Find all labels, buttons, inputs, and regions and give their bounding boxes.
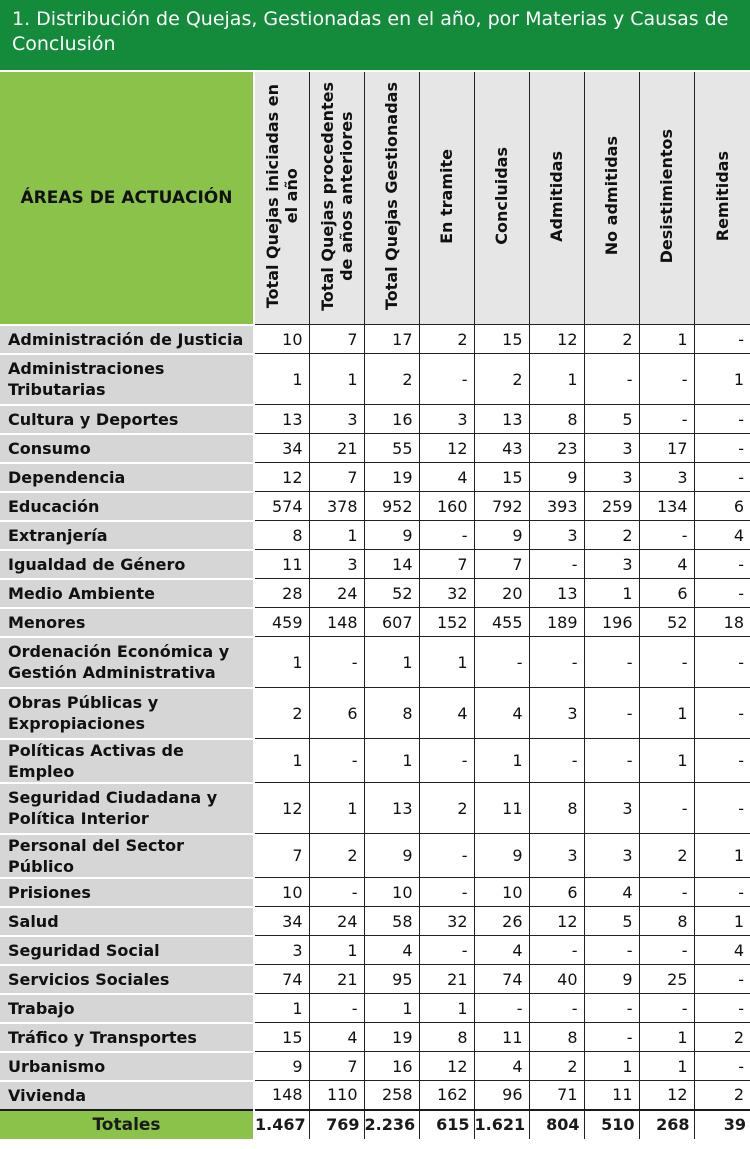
table-cell: 8	[364, 688, 419, 739]
table-row	[0, 1052, 750, 1081]
table-cell: 3	[254, 936, 309, 965]
table-cell: 13	[254, 405, 309, 434]
table-row	[0, 608, 750, 637]
table-cell: 26	[474, 907, 529, 936]
table-cell: 3	[309, 550, 364, 579]
table-cell: 24	[309, 579, 364, 608]
table-row	[0, 637, 750, 688]
table-cell: 5	[584, 405, 639, 434]
table-cell: 43	[474, 434, 529, 463]
table-cell: 4	[309, 1023, 364, 1052]
table-cell: -	[584, 1023, 639, 1052]
table-row	[0, 579, 750, 608]
table-cell: 74	[254, 965, 309, 994]
table-cell: 4	[584, 878, 639, 907]
table-cell: -	[419, 354, 474, 405]
table-cell: 3	[309, 405, 364, 434]
table-cell: 2	[474, 354, 529, 405]
table-cell: 12	[419, 434, 474, 463]
table-cell: 40	[529, 965, 584, 994]
table-cell: 10	[254, 325, 309, 354]
column-header-label: Total Quejas procedentes de años anteriores	[317, 81, 356, 311]
area-label: Seguridad Ciudadana y Política Interior	[0, 783, 254, 834]
table-cell: 12	[529, 907, 584, 936]
table-cell: 55	[364, 434, 419, 463]
table-cell: 9	[474, 834, 529, 878]
table-row	[0, 405, 750, 434]
area-label: Consumo	[0, 434, 254, 463]
table-cell: 952	[364, 492, 419, 521]
table-cell: 455	[474, 608, 529, 637]
table-row	[0, 907, 750, 936]
table-cell: -	[584, 637, 639, 688]
table-cell: -	[694, 739, 750, 783]
table-row	[0, 325, 750, 354]
table-cell: 8	[529, 405, 584, 434]
table-cell: 9	[584, 965, 639, 994]
table-cell: 21	[419, 965, 474, 994]
table-cell: 1	[529, 354, 584, 405]
table-cell: -	[419, 878, 474, 907]
table-cell: 12	[639, 1081, 694, 1110]
table-cell: -	[529, 994, 584, 1023]
table-cell: 4	[474, 936, 529, 965]
table-cell: 1	[364, 994, 419, 1023]
table-cell: 189	[529, 608, 584, 637]
table-cell: -	[309, 994, 364, 1023]
column-header	[529, 71, 584, 325]
table-cell: -	[694, 434, 750, 463]
table-cell: -	[309, 739, 364, 783]
table-cell: -	[584, 739, 639, 783]
table-cell: -	[309, 878, 364, 907]
table-cell: -	[419, 834, 474, 878]
table-cell: 2	[584, 325, 639, 354]
table-cell: 3	[584, 550, 639, 579]
table-cell: 134	[639, 492, 694, 521]
area-label: Tráfico y Transportes	[0, 1023, 254, 1052]
table-cell: 25	[639, 965, 694, 994]
area-label: Personal del Sector Público	[0, 834, 254, 878]
table-cell: 8	[529, 783, 584, 834]
area-label: Cultura y Deportes	[0, 405, 254, 434]
table-cell: -	[639, 878, 694, 907]
column-header-label: Admitidas	[547, 150, 566, 242]
table-cell: 3	[639, 463, 694, 492]
table-cell: 13	[529, 579, 584, 608]
area-label: Políticas Activas de Empleo	[0, 739, 254, 783]
area-label: Menores	[0, 608, 254, 637]
table-cell: 11	[584, 1081, 639, 1110]
table-cell: 7	[309, 1052, 364, 1081]
table-cell: 13	[364, 783, 419, 834]
table-cell: 34	[254, 434, 309, 463]
table-cell: 1	[419, 637, 474, 688]
table-cell: 11	[474, 783, 529, 834]
table-cell: 2	[584, 521, 639, 550]
table-cell: -	[639, 521, 694, 550]
table-cell: 2	[694, 1023, 750, 1052]
table-row	[0, 550, 750, 579]
table-cell: 23	[529, 434, 584, 463]
area-label: Servicios Sociales	[0, 965, 254, 994]
table-cell: 3	[529, 688, 584, 739]
table-row	[0, 1081, 750, 1110]
table-cell: 12	[254, 783, 309, 834]
table-cell: 9	[364, 521, 419, 550]
table-cell: 19	[364, 463, 419, 492]
table-cell: 4	[694, 936, 750, 965]
table-cell: -	[694, 550, 750, 579]
column-header-label: Total Quejas Gestionadas	[382, 81, 401, 311]
table-cell: 7	[309, 325, 364, 354]
column-header	[474, 71, 529, 325]
area-label: Trabajo	[0, 994, 254, 1023]
table-cell: 792	[474, 492, 529, 521]
total-cell: 615	[419, 1110, 474, 1139]
table-cell: 1	[639, 739, 694, 783]
table-cell: -	[694, 637, 750, 688]
total-cell: 1.621	[474, 1110, 529, 1139]
table-cell: -	[419, 739, 474, 783]
table-cell: 6	[694, 492, 750, 521]
table-cell: 8	[639, 907, 694, 936]
table-cell: -	[584, 688, 639, 739]
table-cell: 459	[254, 608, 309, 637]
table-cell: -	[694, 994, 750, 1023]
table-cell: 3	[584, 834, 639, 878]
total-cell: 804	[529, 1110, 584, 1139]
table-cell: 148	[309, 608, 364, 637]
table-cell: 95	[364, 965, 419, 994]
column-header	[639, 71, 694, 325]
area-label: Prisiones	[0, 878, 254, 907]
column-header	[309, 71, 364, 325]
table-cell: -	[694, 878, 750, 907]
totals-row	[0, 1110, 750, 1139]
table-cell: 2	[694, 1081, 750, 1110]
table-row	[0, 434, 750, 463]
table-cell: -	[529, 550, 584, 579]
table-cell: 3	[529, 521, 584, 550]
table-cell: 10	[474, 878, 529, 907]
table-row	[0, 834, 750, 878]
table-cell: -	[474, 637, 529, 688]
area-label: Salud	[0, 907, 254, 936]
area-label: Administraciones Tributarias	[0, 354, 254, 405]
table-cell: 1	[254, 637, 309, 688]
total-cell: 268	[639, 1110, 694, 1139]
table-cell: 259	[584, 492, 639, 521]
table-cell: 1	[584, 1052, 639, 1081]
header-row	[0, 71, 750, 325]
table-cell: 4	[364, 936, 419, 965]
table-cell: 13	[474, 405, 529, 434]
table-cell: 6	[639, 579, 694, 608]
column-header-label: No admitidas	[602, 136, 621, 256]
area-label: Extranjería	[0, 521, 254, 550]
table-cell: 12	[419, 1052, 474, 1081]
table-cell: -	[694, 463, 750, 492]
table-row	[0, 936, 750, 965]
table-cell: 1	[364, 739, 419, 783]
table-cell: 1	[584, 579, 639, 608]
table-cell: 2	[529, 1052, 584, 1081]
table-row	[0, 521, 750, 550]
area-label: Urbanismo	[0, 1052, 254, 1081]
table-cell: 160	[419, 492, 474, 521]
table-cell: 162	[419, 1081, 474, 1110]
table-cell: 58	[364, 907, 419, 936]
table-cell: 196	[584, 608, 639, 637]
table-cell: 3	[419, 405, 474, 434]
table-cell: -	[694, 325, 750, 354]
table-cell: 21	[309, 965, 364, 994]
table-row	[0, 688, 750, 739]
table-cell: 3	[529, 834, 584, 878]
table-cell: 393	[529, 492, 584, 521]
table-cell: 12	[529, 325, 584, 354]
area-label: Medio Ambiente	[0, 579, 254, 608]
table-cell: 1	[419, 994, 474, 1023]
table-cell: 71	[529, 1081, 584, 1110]
totals-label: Totales	[0, 1110, 254, 1139]
total-cell: 1.467	[254, 1110, 309, 1139]
table-cell: 3	[584, 463, 639, 492]
table-cell: -	[694, 688, 750, 739]
table-cell: 3	[584, 783, 639, 834]
table-cell: -	[529, 739, 584, 783]
table-cell: 1	[309, 354, 364, 405]
table-cell: 11	[254, 550, 309, 579]
table-row	[0, 492, 750, 521]
table-cell: 2	[309, 834, 364, 878]
table-cell: 5	[584, 907, 639, 936]
table-row	[0, 739, 750, 783]
table-cell: 1	[639, 1052, 694, 1081]
table-cell: -	[694, 579, 750, 608]
table-cell: 4	[474, 1052, 529, 1081]
table-cell: 2	[639, 834, 694, 878]
table-cell: 9	[254, 1052, 309, 1081]
table-cell: 378	[309, 492, 364, 521]
table-cell: 14	[364, 550, 419, 579]
table-cell: -	[474, 994, 529, 1023]
table-cell: 1	[364, 637, 419, 688]
table-cell: 7	[254, 834, 309, 878]
table-row	[0, 994, 750, 1023]
column-header-label: Total Quejas iniciadas en el año	[262, 83, 301, 309]
table-cell: -	[529, 637, 584, 688]
area-label: Educación	[0, 492, 254, 521]
table-cell: 20	[474, 579, 529, 608]
table-cell: 52	[364, 579, 419, 608]
table-cell: 4	[694, 521, 750, 550]
column-header	[694, 71, 750, 325]
table-row	[0, 783, 750, 834]
table-cell: 7	[309, 463, 364, 492]
table-row	[0, 1023, 750, 1052]
area-label: Igualdad de Género	[0, 550, 254, 579]
table-cell: 96	[474, 1081, 529, 1110]
table-cell: 4	[419, 463, 474, 492]
table-cell: 148	[254, 1081, 309, 1110]
column-header	[364, 71, 419, 325]
area-label: Administración de Justicia	[0, 325, 254, 354]
table-cell: 9	[474, 521, 529, 550]
table-cell: 110	[309, 1081, 364, 1110]
column-header-label: Desistimientos	[657, 128, 676, 264]
column-header	[584, 71, 639, 325]
table-cell: 34	[254, 907, 309, 936]
table-cell: 32	[419, 579, 474, 608]
total-cell: 39	[694, 1110, 750, 1139]
table-cell: 17	[639, 434, 694, 463]
table-cell: 21	[309, 434, 364, 463]
table-cell: 2	[364, 354, 419, 405]
table-cell: 8	[529, 1023, 584, 1052]
table-cell: 1	[309, 783, 364, 834]
table-cell: 19	[364, 1023, 419, 1052]
table-cell: 7	[419, 550, 474, 579]
area-column-header: ÁREAS DE ACTUACIÓN	[0, 71, 254, 325]
table-cell: 6	[529, 878, 584, 907]
table-cell: -	[309, 637, 364, 688]
table-cell: 2	[419, 325, 474, 354]
table-row	[0, 878, 750, 907]
table-title: 1. Distribución de Quejas, Gestionadas en el año, por Materias y Causas de Conclusión	[0, 0, 750, 70]
table-cell: 1	[254, 354, 309, 405]
table-row	[0, 354, 750, 405]
table-cell: -	[584, 994, 639, 1023]
table-cell: 1	[254, 739, 309, 783]
table-cell: 8	[254, 521, 309, 550]
table-cell: 74	[474, 965, 529, 994]
table-cell: 15	[254, 1023, 309, 1052]
table-cell: -	[419, 521, 474, 550]
table-cell: 1	[254, 994, 309, 1023]
table-cell: -	[694, 405, 750, 434]
table-row	[0, 463, 750, 492]
table-row	[0, 965, 750, 994]
table-cell: 4	[639, 550, 694, 579]
table-cell: 7	[474, 550, 529, 579]
table-cell: -	[529, 936, 584, 965]
table-cell: 1	[639, 1023, 694, 1052]
table-cell: -	[639, 354, 694, 405]
table-cell: 1	[309, 521, 364, 550]
table-cell: 4	[419, 688, 474, 739]
table-cell: -	[694, 965, 750, 994]
table-cell: 152	[419, 608, 474, 637]
table-cell: 18	[694, 608, 750, 637]
table-cell: -	[584, 354, 639, 405]
table-cell: 1	[639, 325, 694, 354]
table-cell: 15	[474, 325, 529, 354]
table-cell: 1	[639, 688, 694, 739]
table-cell: 258	[364, 1081, 419, 1110]
table-cell: -	[694, 783, 750, 834]
column-header	[254, 71, 309, 325]
table-cell: 1	[694, 354, 750, 405]
table-cell: -	[639, 783, 694, 834]
table-body	[0, 325, 750, 1139]
table-cell: 1	[694, 834, 750, 878]
area-label: Vivienda	[0, 1081, 254, 1110]
table-cell: 11	[474, 1023, 529, 1052]
total-cell: 510	[584, 1110, 639, 1139]
table-cell: 52	[639, 608, 694, 637]
table-cell: 6	[309, 688, 364, 739]
table-cell: 2	[254, 688, 309, 739]
table-cell: -	[639, 936, 694, 965]
table-cell: 10	[254, 878, 309, 907]
table-cell: 1	[694, 907, 750, 936]
table-cell: 1	[309, 936, 364, 965]
total-cell: 769	[309, 1110, 364, 1139]
table-cell: -	[639, 994, 694, 1023]
table-cell: 2	[419, 783, 474, 834]
table-cell: 15	[474, 463, 529, 492]
table-cell: 32	[419, 907, 474, 936]
table-cell: 17	[364, 325, 419, 354]
table-cell: 9	[529, 463, 584, 492]
table-cell: -	[639, 405, 694, 434]
total-cell: 2.236	[364, 1110, 419, 1139]
table-cell: 3	[584, 434, 639, 463]
table-cell: 24	[309, 907, 364, 936]
table-cell: 4	[474, 688, 529, 739]
column-header-label: En tramite	[437, 148, 456, 244]
table-cell: -	[694, 1052, 750, 1081]
table-cell: 12	[254, 463, 309, 492]
table-cell: -	[584, 936, 639, 965]
area-label: Obras Públicas y Expropiaciones	[0, 688, 254, 739]
area-label: Dependencia	[0, 463, 254, 492]
area-label: Seguridad Social	[0, 936, 254, 965]
table-cell: 10	[364, 878, 419, 907]
column-header	[419, 71, 474, 325]
table-cell: -	[639, 637, 694, 688]
table-cell: 8	[419, 1023, 474, 1052]
column-header-label: Remitidas	[712, 150, 732, 242]
table-cell: 16	[364, 1052, 419, 1081]
table-cell: 607	[364, 608, 419, 637]
table-cell: 28	[254, 579, 309, 608]
area-label: Ordenación Económica y Gestión Administrativa	[0, 637, 254, 688]
table-cell: 1	[474, 739, 529, 783]
table-cell: 9	[364, 834, 419, 878]
table-cell: 574	[254, 492, 309, 521]
column-header-label: Concluidas	[492, 147, 511, 245]
table-cell: 16	[364, 405, 419, 434]
complaints-table	[0, 70, 750, 1139]
table-cell: -	[419, 936, 474, 965]
